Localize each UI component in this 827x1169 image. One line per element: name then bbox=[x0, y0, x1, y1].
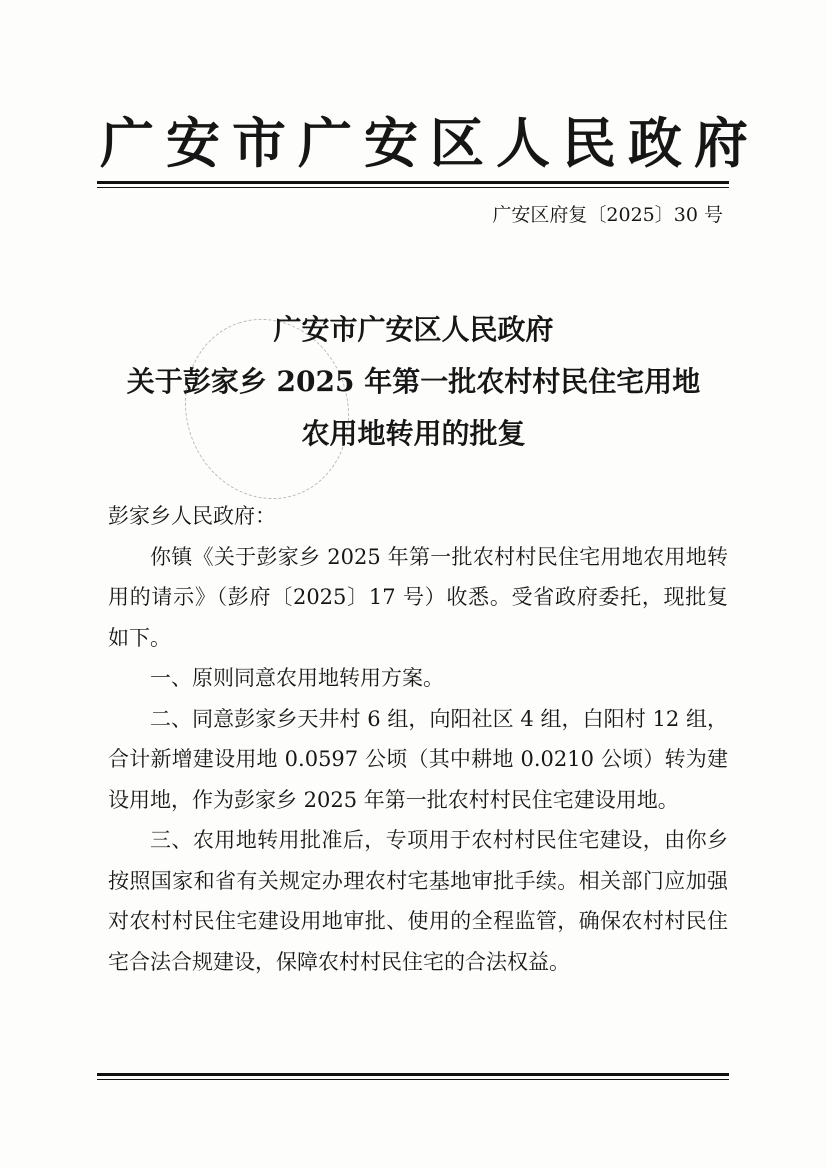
body-paragraph: 一、原则同意农用地转用方案。 bbox=[150, 666, 444, 690]
title-line-3: 农用地转用的批复 bbox=[301, 417, 526, 450]
issuing-authority-masthead: 广安市广安区人民政府 bbox=[100, 111, 760, 175]
footer-rule-thick bbox=[97, 1073, 729, 1076]
title-line-1: 广安市广安区人民政府 bbox=[273, 313, 554, 346]
document-number: 广安区府复〔2025〕30 号 bbox=[492, 204, 723, 226]
footer-rule-thin bbox=[97, 1079, 729, 1080]
document-title bbox=[100, 304, 727, 460]
body-paragraph: 三、农用地转用批准后，专项用于农村村民住宅建设，由你乡按照国家和省有关规定办理农村宅基地审批手续。相关部门应加强对农村村民住宅建设用地审批、使用的全程监管，确保农村村民住宅合法合规建设，保障农村村民住宅的合法权益。 bbox=[108, 828, 728, 974]
body-paragraph: 你镇《关于彭家乡 2025 年第一批农村村民住宅用地农用地转用的请示》（彭府〔2025〕17 号）收悉。受省政府委托，现批复如下。 bbox=[108, 544, 728, 650]
header-rule-thin bbox=[97, 187, 729, 188]
document-body bbox=[108, 496, 728, 982]
salutation: 彭家乡人民政府： bbox=[108, 504, 276, 528]
header-rule-thick bbox=[97, 181, 729, 184]
body-paragraph: 二、同意彭家乡天井村 6 组，向阳社区 4 组，白阳村 12 组，合计新增建设用地 0.0597 公顷（其中耕地 0.0210 公顷）转为建设用地，作为彭家乡 2025 年第一批农村村民住宅建设用地。 bbox=[108, 706, 728, 812]
title-line-2: 关于彭家乡 2025 年第一批农村村民住宅用地 bbox=[126, 365, 701, 398]
